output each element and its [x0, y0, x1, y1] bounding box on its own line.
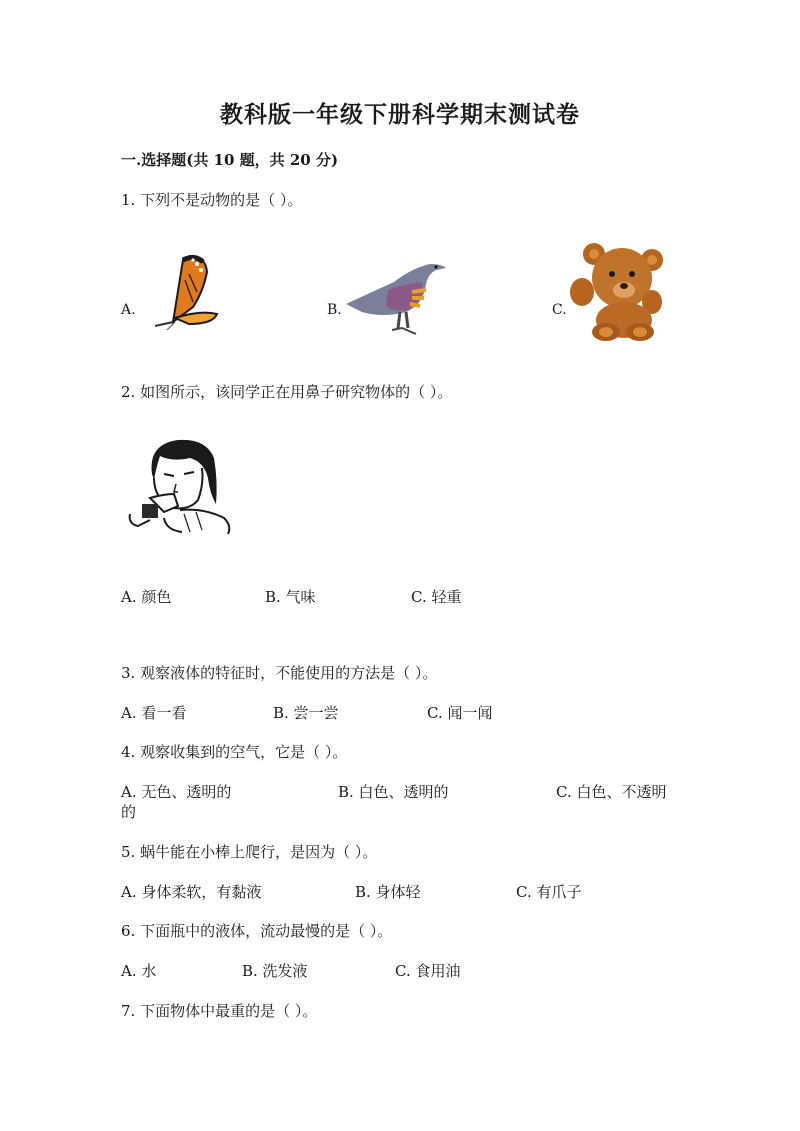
- question-3: 3. 观察液体的特征时，不能使用的方法是（ ）。: [121, 664, 438, 682]
- q1-option-b: B.: [327, 302, 342, 318]
- question-6: 6. 下面瓶中的液体，流动最慢的是（ ）。: [121, 922, 393, 940]
- q4-option-c-wrap: 的: [121, 803, 137, 821]
- q1-option-a: A.: [121, 302, 136, 318]
- q6-option-a: A. 水: [121, 962, 157, 980]
- girl-smelling-icon: [124, 434, 234, 536]
- q6-option-c: C. 食用油: [395, 962, 461, 980]
- q2-option-b: B. 气味: [265, 588, 316, 606]
- q3-option-c: C. 闻一闻: [427, 704, 493, 722]
- q5-option-a: A. 身体柔软，有黏液: [121, 883, 262, 901]
- q4-option-b: B. 白色、透明的: [338, 783, 449, 801]
- q5-option-c: C. 有爪子: [516, 883, 582, 901]
- section-heading: 一.选择题(共 10 题，共 20 分): [121, 151, 339, 169]
- question-4: 4. 观察收集到的空气，它是（ ）。: [121, 743, 348, 761]
- q4-option-c: C. 白色、不透明: [556, 783, 667, 801]
- q5-option-b: B. 身体轻: [355, 883, 421, 901]
- q2-option-c: C. 轻重: [411, 588, 462, 606]
- q3-option-a: A. 看一看: [121, 704, 187, 722]
- q6-option-b: B. 洗发液: [242, 962, 308, 980]
- question-2: 2. 如图所示，该同学正在用鼻子研究物体的（ ）。: [121, 383, 453, 401]
- page-title: 教科版一年级下册科学期末测试卷: [220, 101, 580, 128]
- q3-option-b: B. 尝一尝: [273, 704, 339, 722]
- q1-option-c: C.: [552, 302, 567, 318]
- q2-option-a: A. 颜色: [121, 588, 172, 606]
- q4-option-a: A. 无色、透明的: [121, 783, 232, 801]
- bird-icon: [342, 256, 450, 340]
- question-7: 7. 下面物体中最重的是（ ）。: [121, 1002, 318, 1020]
- question-1: 1. 下列不是动物的是（ ）。: [121, 191, 303, 209]
- butterfly-icon: [145, 252, 220, 332]
- teddy-bear-icon: [566, 240, 666, 342]
- question-5: 5. 蜗牛能在小棒上爬行，是因为（ ）。: [121, 843, 378, 861]
